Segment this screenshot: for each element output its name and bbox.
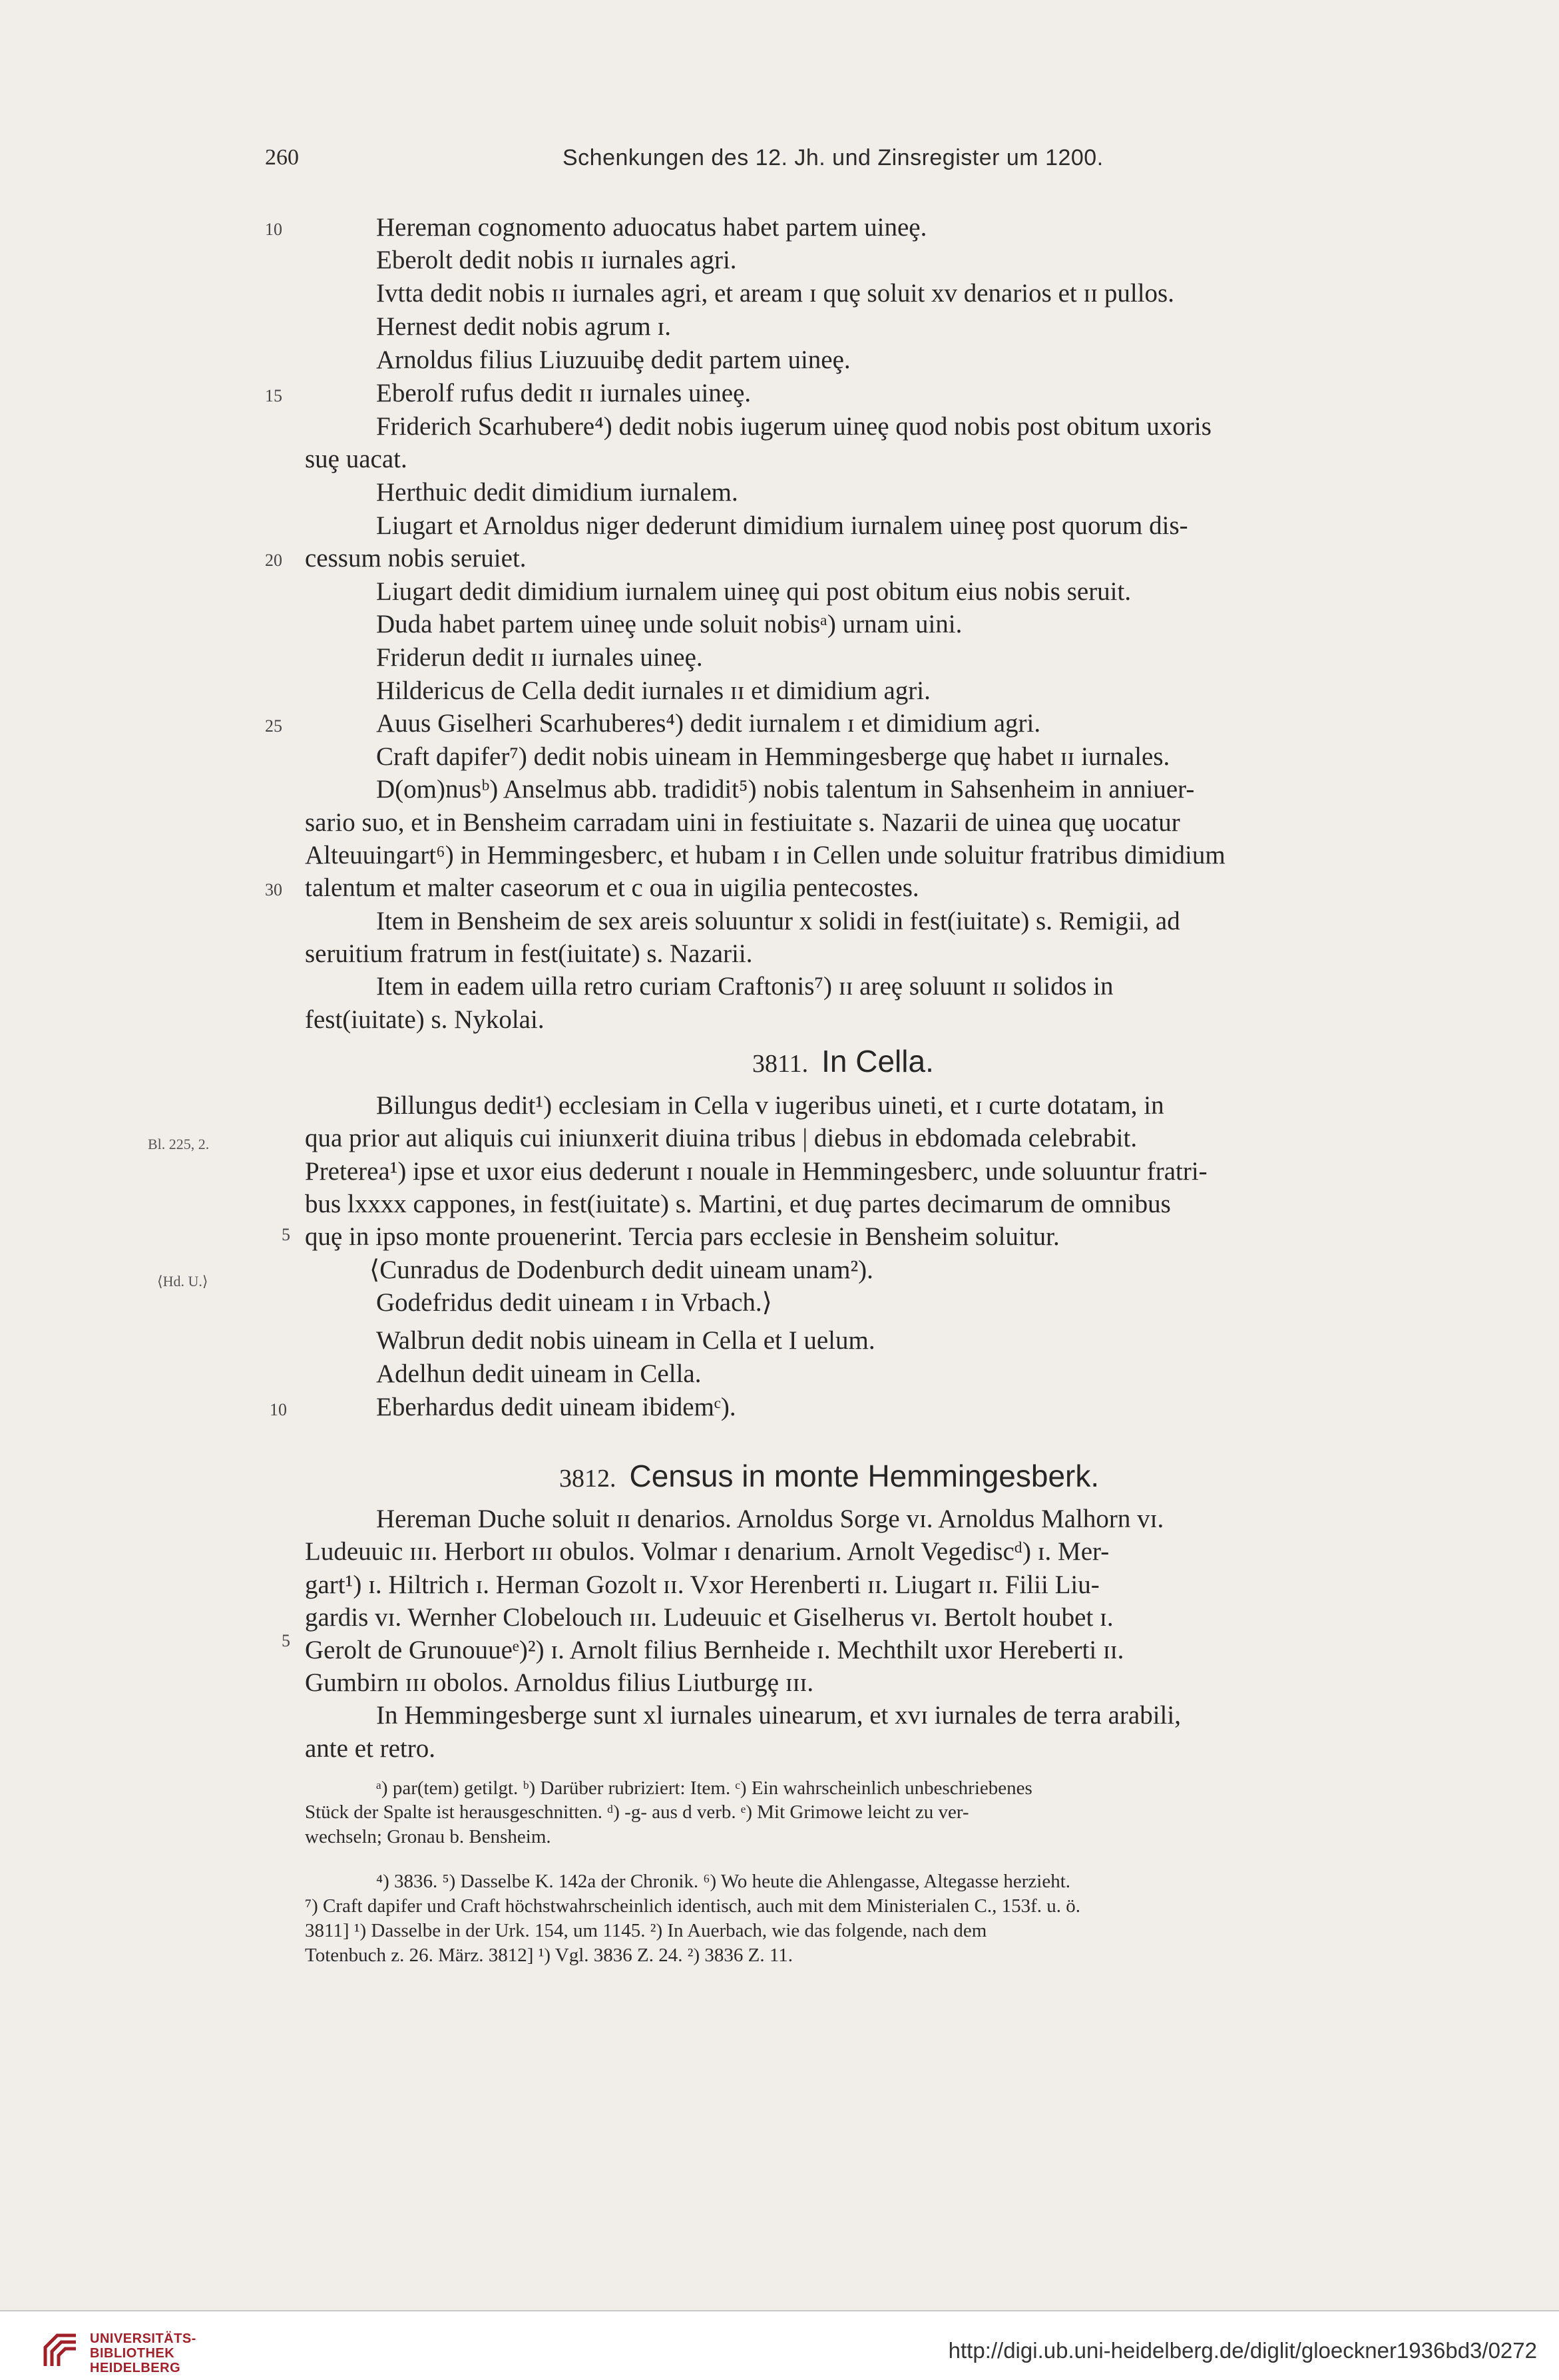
text-line: Godefridus dedit uineam ɪ in Vrbach.⟩ (376, 1288, 772, 1317)
text-line: Friderich Scarhubere⁴) dedit nobis iugerum uineȩ quod nobis post obitum uxoris (376, 412, 1212, 441)
text-line: Item in eadem uilla retro curiam Craftonis⁷) ɪɪ areȩ soluunt ɪɪ solidos in (376, 972, 1114, 1001)
text-line: Duda habet partem uineȩ unde soluit nobisᵃ) urnam uini. (376, 610, 963, 638)
text-line: Item in Bensheim de sex areis soluuntur x solidi in fest(iuitate) s. Remigii, ad (376, 907, 1180, 935)
line-number: 30 (265, 880, 282, 899)
text-line: Ivtta dedit nobis ɪɪ iurnales agri, et aream ɪ quȩ soluit xv denarios et ɪɪ pullos. (376, 279, 1174, 308)
text-line: qua prior aut aliquis cui iniunxerit diuina tribus | diebus in ebdomada celebrabit. (305, 1124, 1138, 1152)
library-name-line: HEIDELBERG (90, 2361, 181, 2375)
section-heading-3812 (559, 1458, 1099, 1494)
section-title: Census in monte Hemmingesberk. (629, 1459, 1100, 1493)
text-line: Eberolf rufus dedit ɪɪ iurnales uineȩ. (376, 379, 752, 407)
page-number: 260 (265, 145, 299, 170)
text-line: talentum et malter caseorum et c oua in uigilia pentecostes. (305, 873, 919, 902)
text-line: Liugart et Arnoldus niger dederunt dimidium iurnalem uineȩ post quorum dis- (376, 511, 1188, 540)
text-line: quȩ in ipso monte prouenerint. Tercia pars ecclesie in Bensheim soluitur. (305, 1222, 1060, 1251)
text-line: Eberolt dedit nobis ɪɪ iurnales agri. (376, 246, 737, 274)
text-line: Auus Giselheri Scarhuberes⁴) dedit iurnalem ɪ et dimidium agri. (376, 709, 1041, 738)
line-number: 25 (265, 716, 282, 736)
footnote-line: 3811] ¹) Dasselbe in der Urk. 154, um 1145. ²) In Auerbach, wie das folgende, nach dem (305, 1920, 987, 1941)
line-number: 10 (270, 1400, 287, 1419)
line-number: 5 (282, 1631, 290, 1650)
section-number: 3812. (559, 1465, 616, 1493)
section-heading-3811 (752, 1043, 934, 1079)
source-url-link[interactable]: http://digi.ub.uni-heidelberg.de/diglit/gloeckner1936bd3/0272 (948, 2338, 1537, 2363)
text-line: Hildericus de Cella dedit iurnales ɪɪ et dimidium agri. (376, 676, 931, 705)
text-line: gart¹) ɪ. Hiltrich ɪ. Herman Gozolt ɪɪ. Vxor Herenberti ɪɪ. Liugart ɪɪ. Filii Liu- (305, 1570, 1100, 1599)
text-line: Billungus dedit¹) ecclesiam in Cella v iugeribus uineti, et ɪ curte dotatam, in (376, 1091, 1164, 1120)
section-number: 3811. (752, 1050, 809, 1078)
text-line: Preterea¹) ipse et uxor eius dederunt ɪ nouale in Hemmingesberc, unde soluuntur fratri- (305, 1157, 1208, 1186)
section-title: In Cella. (821, 1044, 934, 1078)
text-line: Gumbirn ɪɪɪ obolos. Arnoldus filius Liutburgȩ ɪɪɪ. (305, 1668, 814, 1697)
footnote-line: ᵃ) par(tem) getilgt. ᵇ) Darüber rubriziert: Item. ᶜ) Ein wahrscheinlich unbeschriebenes (376, 1778, 1032, 1799)
footnote-line: ⁴) 3836. ⁵) Dasselbe K. 142a der Chronik. ⁶) Wo heute die Ahlengasse, Altegasse herzieht. (376, 1871, 1071, 1892)
text-line: suȩ uacat. (305, 445, 407, 473)
text-line: Liugart dedit dimidium iurnalem uineȩ qui post obitum eius nobis seruit. (376, 577, 1132, 606)
library-logo-icon (40, 2330, 81, 2371)
text-line: Friderun dedit ɪɪ iurnales uineȩ. (376, 643, 703, 672)
line-number: 15 (265, 386, 282, 405)
text-line: ante et retro. (305, 1734, 435, 1763)
footer-divider (0, 2310, 1559, 2311)
margin-note-hand: ⟨Hd. U.⟩ (157, 1273, 208, 1290)
line-number: 10 (265, 220, 282, 239)
text-line: seruitium fratrum in fest(iuitate) s. Nazarii. (305, 939, 753, 968)
text-line: Arnoldus filius Liuzuuibȩ dedit partem uineȩ. (376, 346, 851, 374)
text-line: Craft dapifer⁷) dedit nobis uineam in Hemmingesberge quȩ habet ɪɪ iurnales. (376, 742, 1170, 771)
library-name-line: BIBLIOTHEK (90, 2346, 175, 2361)
text-line: gardis vɪ. Wernher Clobelouch ɪɪɪ. Ludeuuic et Giselherus vɪ. Bertolt houbet ɪ. (305, 1603, 1114, 1632)
footnote-line: wechseln; Gronau b. Bensheim. (305, 1826, 551, 1847)
text-line: cessum nobis seruiet. (305, 544, 527, 573)
text-line: Walbrun dedit nobis uineam in Cella et I uelum. (376, 1326, 875, 1355)
margin-note-folio: Bl. 225, 2. (148, 1136, 210, 1152)
text-line: Eberhardus dedit uineam ibidemᶜ). (376, 1393, 736, 1421)
text-line: Adelhun dedit uineam in Cella. (376, 1359, 702, 1388)
text-line: bus lxxxx cappones, in fest(iuitate) s. Martini, et duȩ partes decimarum de omnibus (305, 1190, 1171, 1218)
text-line: Hereman Duche soluit ɪɪ denarios. Arnoldus Sorge vɪ. Arnoldus Malhorn vɪ. (376, 1505, 1164, 1533)
footnote-line: Stück der Spalte ist herausgeschnitten. ᵈ) -g- aus d verb. ᵉ) Mit Grimowe leicht zu ver- (305, 1801, 969, 1823)
text-line: Herthuic dedit dimidium iurnalem. (376, 478, 738, 507)
text-line: In Hemmingesberge sunt xl iurnales uinearum, et xvɪ iurnales de terra arabili, (376, 1701, 1181, 1730)
text-line: Hernest dedit nobis agrum ɪ. (376, 312, 671, 341)
text-line: Hereman cognomento aduocatus habet partem uineȩ. (376, 213, 927, 242)
footnote-line: ⁷) Craft dapifer und Craft höchstwahrscheinlich identisch, auch mit dem Ministerialen C., 153f. u. ö. (305, 1895, 1080, 1917)
line-number: 5 (282, 1225, 290, 1244)
line-number: 20 (265, 551, 282, 570)
text-line: Alteuuingart⁶) in Hemmingesberc, et hubam ɪ in Cellen unde soluitur fratribus dimidium (305, 841, 1225, 869)
library-name-line: UNIVERSITÄTS- (90, 2331, 196, 2346)
footnote-line: Totenbuch z. 26. März. 3812] ¹) Vgl. 3836 Z. 24. ²) 3836 Z. 11. (305, 1945, 793, 1966)
running-title: Schenkungen des 12. Jh. und Zinsregister um 1200. (562, 145, 1104, 170)
text-line: sario suo, et in Bensheim carradam uini in festiuitate s. Nazarii de uinea quȩ uocatur (305, 808, 1180, 837)
text-line: Gerolt de Grunouueᵉ)²) ɪ. Arnolt filius Bernheide ɪ. Mechthilt uxor Hereberti ɪɪ. (305, 1636, 1124, 1664)
text-line: Ludeuuic ɪɪɪ. Herbort ɪɪɪ obulos. Volmar ɪ denarium. Arnolt Vegediscᵈ) ɪ. Mer- (305, 1537, 1110, 1566)
text-line: ⟨Cunradus de Dodenburch dedit uineam unam²). (369, 1256, 873, 1284)
text-line: D(om)nusᵇ) Anselmus abb. tradidit⁵) nobis talentum in Sahsenheim in anniuer- (376, 775, 1195, 804)
text-line: fest(iuitate) s. Nykolai. (305, 1005, 545, 1034)
